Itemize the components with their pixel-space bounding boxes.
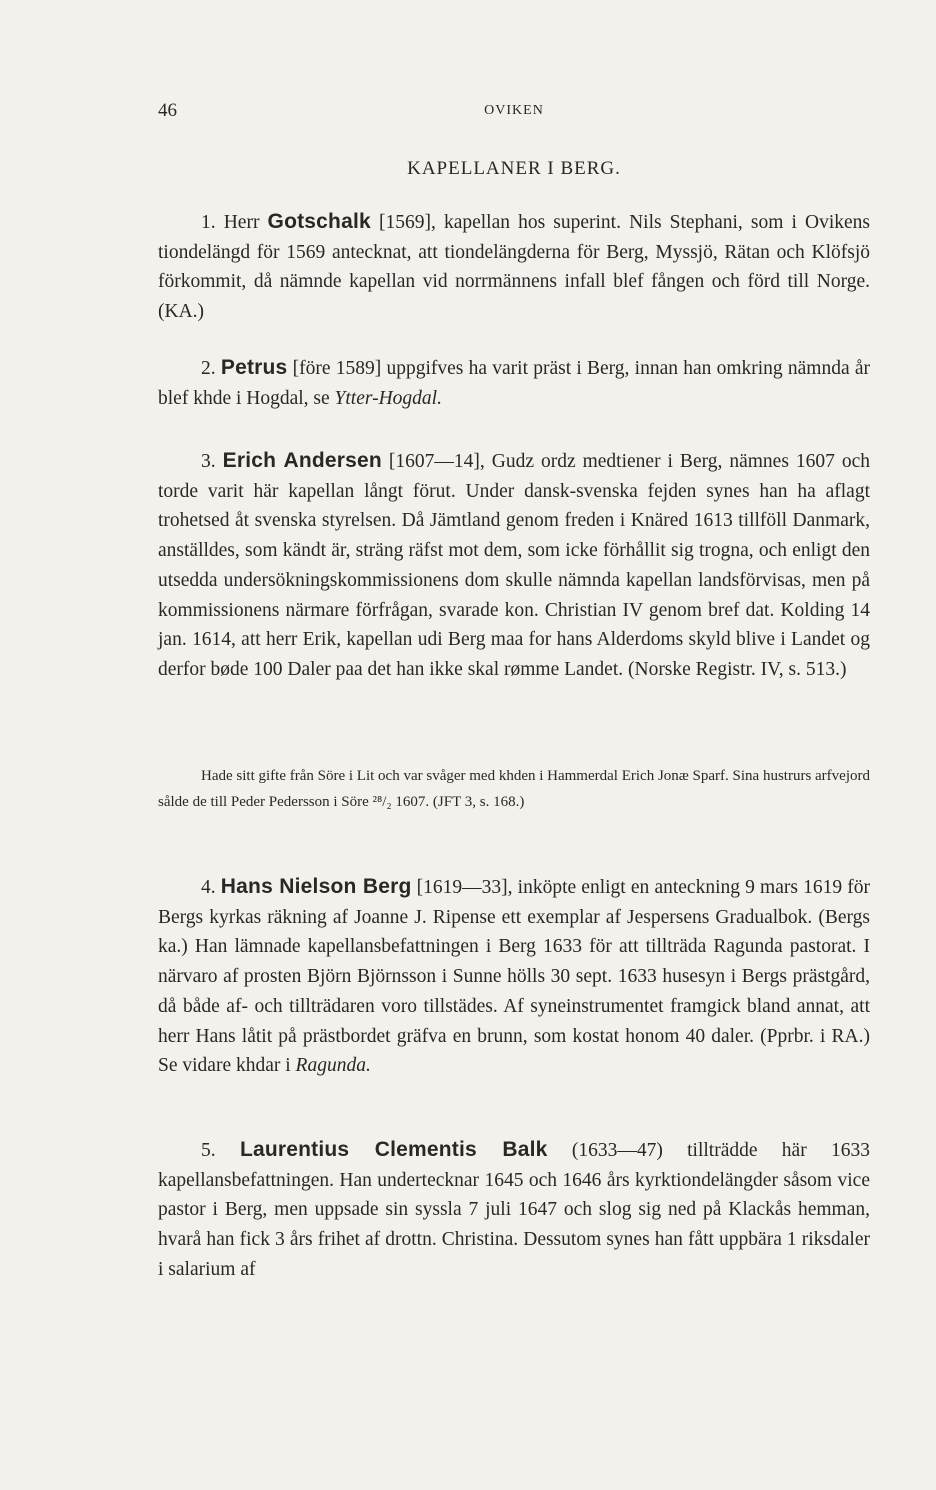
entry-1 bbox=[158, 207, 870, 327]
footnote-text: Hade sitt gifte från Söre i Lit och var svåger med khden i Hammerdal Erich Jonæ Sparf. Sina hustrurs arfvejord sålde de till Peder Pedersson i Söre ²⁸/₂ 1607. (JFT 3, s. 168.) bbox=[158, 768, 870, 810]
entry-2 bbox=[158, 353, 870, 413]
person-name: Erich Andersen bbox=[222, 449, 382, 472]
entry-text: [1569], kapellan hos superint. Nils Stephani, som i Ovikens tiondelängd för 1569 antecknat, att tiondelängderna för Berg, Myssjö, Rätan och Klöfsjö förkommit, då nämnde kapellan vid norrmännens infall blef fången och förd till Norge. (KA.) bbox=[158, 212, 870, 323]
footnote-entry-3 bbox=[158, 763, 870, 815]
entry-number: 5. bbox=[201, 1140, 216, 1161]
entry-4 bbox=[158, 872, 870, 1081]
running-header bbox=[158, 100, 870, 124]
entry-number: 4. bbox=[201, 877, 216, 898]
section-title: KAPELLANER I BERG. bbox=[407, 158, 621, 179]
entry-5 bbox=[158, 1135, 870, 1285]
entry-text: [1619—33], inköpte enligt en anteckning 9 mars 1619 för Bergs kyrkas räkning af Joanne J. Ripense ett exemplar af Jespersens Gradualbok. (Bergs ka.) Han lämnade kapellansbefattningen i Berg 1633 för att tillträda Ragunda pastorat. I närvaro af prosten Björn Björnsson i Sunne hölls 30 sept. 1633 husesyn i Bergs prästgård, då både af- och tillträdaren voro tillstädes. Af syneinstrumentet framgick bland annat, att herr Hans låtit på prästbordet gräfva en brunn, som kostat honom 40 daler. (Pprbr. i RA.) Se vidare khdar i bbox=[158, 877, 871, 1077]
entry-prefix: Herr bbox=[215, 212, 268, 233]
entry-text: (1633—47) tillträdde här 1633 kapellansbefattningen. Han undertecknar 1645 och 1646 års kyrktiondelängder såsom vice pastor i Berg, men uppsade sin syssla 7 juli 1647 och slog sig ned på Klackås hemman, hvarå han fick 3 års frihet af drottn. Christina. Dessutom synes han fått uppbära 1 riksdaler i salarium af bbox=[158, 1140, 871, 1280]
entry-number: 1. bbox=[201, 212, 216, 233]
entry-3 bbox=[158, 446, 870, 685]
cross-reference: Ragunda. bbox=[295, 1055, 371, 1077]
page-number: 46 bbox=[158, 100, 177, 121]
entry-number: 2. bbox=[201, 358, 216, 379]
person-name: Petrus bbox=[220, 356, 288, 379]
person-name: Hans Nielson Berg bbox=[220, 875, 412, 898]
person-name: Laurentius Clementis Balk bbox=[239, 1138, 548, 1161]
entry-text: [1607—14], Gudz ordz medtiener i Berg, nämnes 1607 och torde varit här kapellan långt förut. Under dansk-svenska fejden synes han ha aflagt trohetsed åt svenska styrelsen. Då Jämtland genom freden i Knäred 1613 tillföll Danmark, anställdes, som kändt är, sträng räfst mot dem, som icke förhållit sig trogna, och enligt den utsedda undersökningskommissionens dom skulle nämnda kapellan landsförvisas, men på kommissionens närmare förfrågan, svarade kon. Christian IV genom bref dat. Kolding 14 jan. 1614, att herr Erik, kapellan udi Berg maa for hans Alderdoms skyld blive i Landet og derfor bøde 100 Daler paa det han ikke skal rømme Landet. (Norske Registr. IV, s. 513.) bbox=[158, 451, 871, 680]
running-title: OVIKEN bbox=[484, 103, 544, 118]
person-name: Gotschalk bbox=[267, 210, 371, 233]
entry-text: [före 1589] uppgifves ha varit präst i Berg, innan han omkring nämnda år blef khde i Hogdal, se bbox=[158, 358, 871, 409]
cross-reference: Ytter-Hogdal. bbox=[334, 387, 442, 409]
entry-number: 3. bbox=[201, 451, 216, 472]
